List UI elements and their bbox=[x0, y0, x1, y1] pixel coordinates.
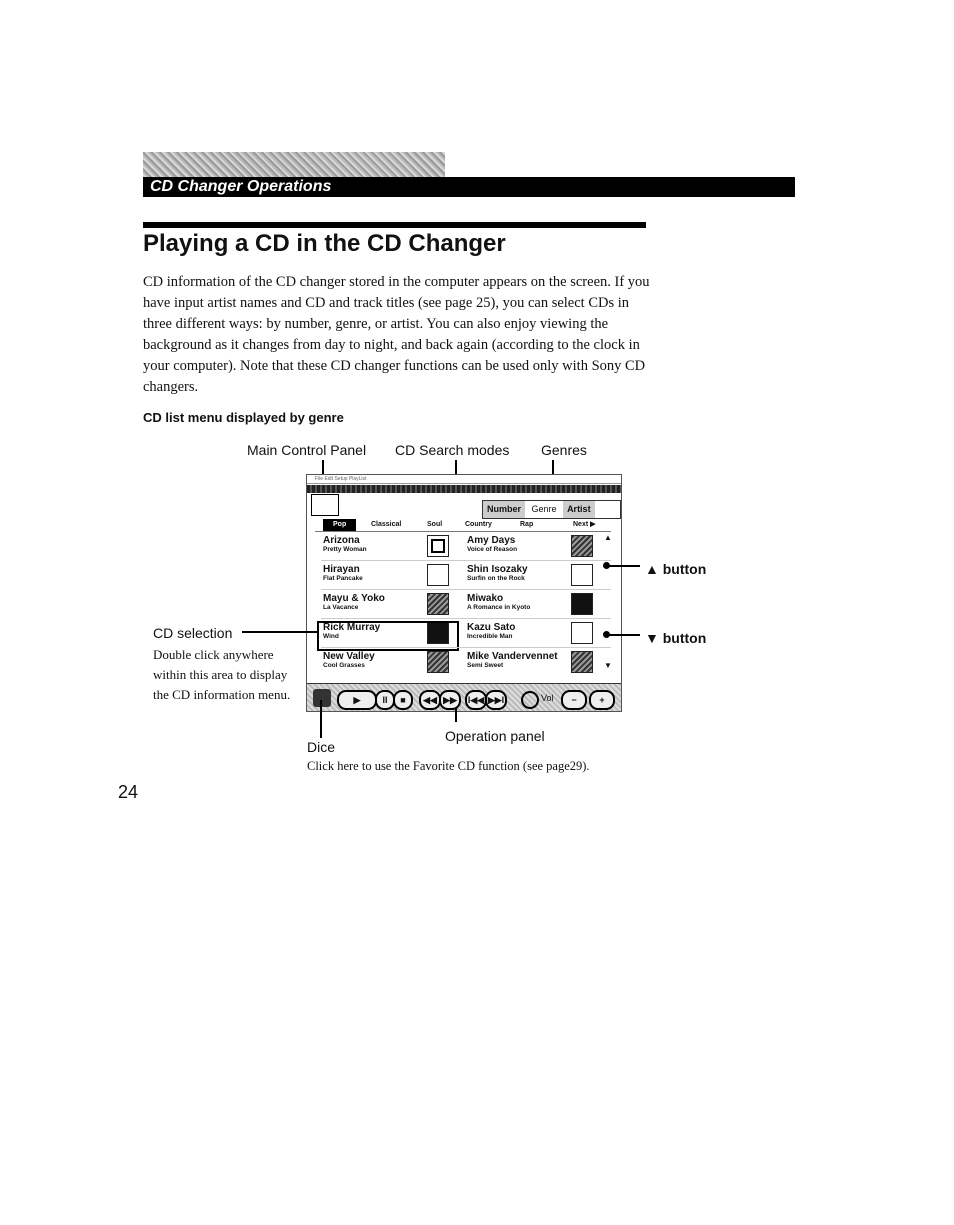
cd-list-screen bbox=[306, 474, 622, 712]
volume-label: Vol bbox=[541, 693, 554, 703]
menu-bar[interactable]: File Edit Setup PlayList bbox=[307, 475, 621, 484]
title-rule bbox=[143, 222, 646, 228]
main-control-panel-box bbox=[311, 494, 339, 516]
cd-item[interactable] bbox=[323, 651, 443, 679]
next-track-button[interactable]: ▶▶I bbox=[485, 690, 507, 710]
genre-tab-rap[interactable]: Rap bbox=[520, 521, 534, 528]
cd-artist: Arizona bbox=[323, 535, 360, 546]
scroll-up-button[interactable]: ▲ bbox=[604, 533, 612, 542]
rewind-button[interactable]: ◀◀ bbox=[419, 690, 441, 710]
cd-thumbnail[interactable] bbox=[427, 564, 449, 586]
favorite-note: Click here to use the Favorite CD function (see page29). bbox=[307, 759, 590, 773]
pause-button[interactable]: II bbox=[375, 690, 395, 710]
cd-artist: Mike Vandervennet bbox=[467, 651, 558, 662]
callout-down-button: ▼ button bbox=[645, 630, 707, 646]
leader-dice bbox=[320, 700, 322, 738]
cd-artist: Hirayan bbox=[323, 564, 360, 575]
genre-tabs bbox=[315, 519, 611, 532]
dice-icon[interactable] bbox=[313, 689, 331, 707]
stop-button[interactable]: ■ bbox=[393, 690, 413, 710]
cd-item[interactable] bbox=[323, 564, 443, 592]
cd-title: La Vacance bbox=[323, 604, 359, 611]
cd-artist: Miwako bbox=[467, 593, 504, 604]
cd-title: Semi Sweet bbox=[467, 662, 504, 669]
cd-item[interactable] bbox=[467, 564, 587, 592]
cd-thumbnail[interactable] bbox=[571, 593, 593, 615]
banner-texture bbox=[143, 152, 445, 179]
previous-track-button[interactable]: I◀◀ bbox=[465, 690, 487, 710]
genre-tab-country[interactable]: Country bbox=[465, 521, 492, 528]
leader-down-button bbox=[608, 634, 640, 636]
leader-up-button bbox=[608, 565, 640, 567]
cd-item[interactable] bbox=[467, 535, 587, 563]
cd-artist: Shin Isozaky bbox=[467, 564, 528, 575]
body-paragraph: CD information of the CD changer stored in the computer appears on the screen. If you have input artist names and CD and track titles (see page 25), you can select CDs in three different ways: by number, genre, or artist. You can also enjoy viewing the background as it changes from day to night, and back again (according to the clock in your computer). Note that these CD changer functions can be used only with Sony CD changers. bbox=[143, 274, 650, 395]
cd-title: Surfin on the Rock bbox=[467, 575, 525, 582]
genre-tab-soul[interactable]: Soul bbox=[427, 521, 443, 528]
play-button[interactable]: ▶ bbox=[337, 690, 377, 710]
cd-artist: Rick Murray bbox=[323, 622, 381, 633]
tab-genre[interactable]: Genre bbox=[531, 504, 557, 514]
next-button[interactable]: Next ▶ bbox=[573, 521, 596, 528]
cd-selection-note: Double click anywhere within this area to display the CD information menu. bbox=[153, 647, 291, 702]
cd-title: Pretty Woman bbox=[323, 546, 367, 553]
cd-title: Cool Grasses bbox=[323, 662, 365, 669]
cd-item[interactable] bbox=[323, 593, 443, 621]
page-number: 24 bbox=[118, 782, 139, 802]
cd-thumbnail[interactable] bbox=[427, 535, 449, 557]
tab-number[interactable]: Number bbox=[483, 501, 525, 518]
volume-down-button[interactable]: − bbox=[561, 690, 587, 710]
cd-title: Incredible Man bbox=[467, 633, 513, 640]
cd-title: Wind bbox=[323, 633, 339, 640]
leader-operation-panel bbox=[455, 708, 457, 722]
volume-up-button[interactable]: + bbox=[589, 690, 615, 710]
leader-cd-selection bbox=[242, 631, 318, 633]
genre-tab-classical[interactable]: Classical bbox=[371, 521, 402, 528]
section-banner-title: CD Changer Operations bbox=[150, 178, 332, 195]
genre-tab-pop[interactable]: Pop bbox=[323, 519, 356, 531]
tab-artist[interactable]: Artist bbox=[563, 501, 595, 518]
fast-forward-button[interactable]: ▶▶ bbox=[439, 690, 461, 710]
cd-item[interactable] bbox=[467, 622, 587, 650]
operation-panel bbox=[307, 683, 621, 712]
favorite-icon[interactable] bbox=[521, 691, 539, 709]
cd-artist: Kazu Sato bbox=[467, 622, 516, 633]
callout-operation-panel: Operation panel bbox=[445, 728, 545, 744]
cd-artist: Amy Days bbox=[467, 535, 516, 546]
main-control-panel[interactable] bbox=[307, 485, 621, 493]
callout-up-button: ▲ button bbox=[645, 561, 707, 577]
cd-thumbnail[interactable] bbox=[427, 593, 449, 615]
cd-title: Voice of Reason bbox=[467, 546, 518, 553]
cd-thumbnail[interactable] bbox=[571, 564, 593, 586]
cd-item[interactable] bbox=[467, 651, 587, 679]
scroll-down-button[interactable]: ▼ bbox=[604, 661, 612, 670]
callout-cd-search-modes: CD Search modes bbox=[395, 442, 510, 458]
cd-artist: Mayu & Yoko bbox=[323, 593, 385, 604]
cd-thumbnail[interactable] bbox=[571, 622, 593, 644]
cd-artist: New Valley bbox=[323, 651, 375, 662]
cd-item[interactable] bbox=[323, 535, 443, 563]
figure-caption: CD list menu displayed by genre bbox=[143, 410, 344, 425]
cd-title: A Romance in Kyoto bbox=[467, 604, 531, 611]
cd-thumbnail[interactable] bbox=[427, 651, 449, 673]
cd-title: Flat Pancake bbox=[323, 575, 363, 582]
cd-thumbnail[interactable] bbox=[571, 535, 593, 557]
callout-genres: Genres bbox=[541, 442, 587, 458]
callout-main-control-panel: Main Control Panel bbox=[247, 442, 367, 458]
search-mode-tabs bbox=[482, 500, 621, 519]
page-title: Playing a CD in the CD Changer bbox=[143, 230, 506, 257]
callout-dice: Dice bbox=[307, 739, 336, 755]
cd-item[interactable] bbox=[467, 593, 587, 621]
cd-thumbnail[interactable] bbox=[571, 651, 593, 673]
callout-cd-selection: CD selection bbox=[153, 625, 233, 641]
